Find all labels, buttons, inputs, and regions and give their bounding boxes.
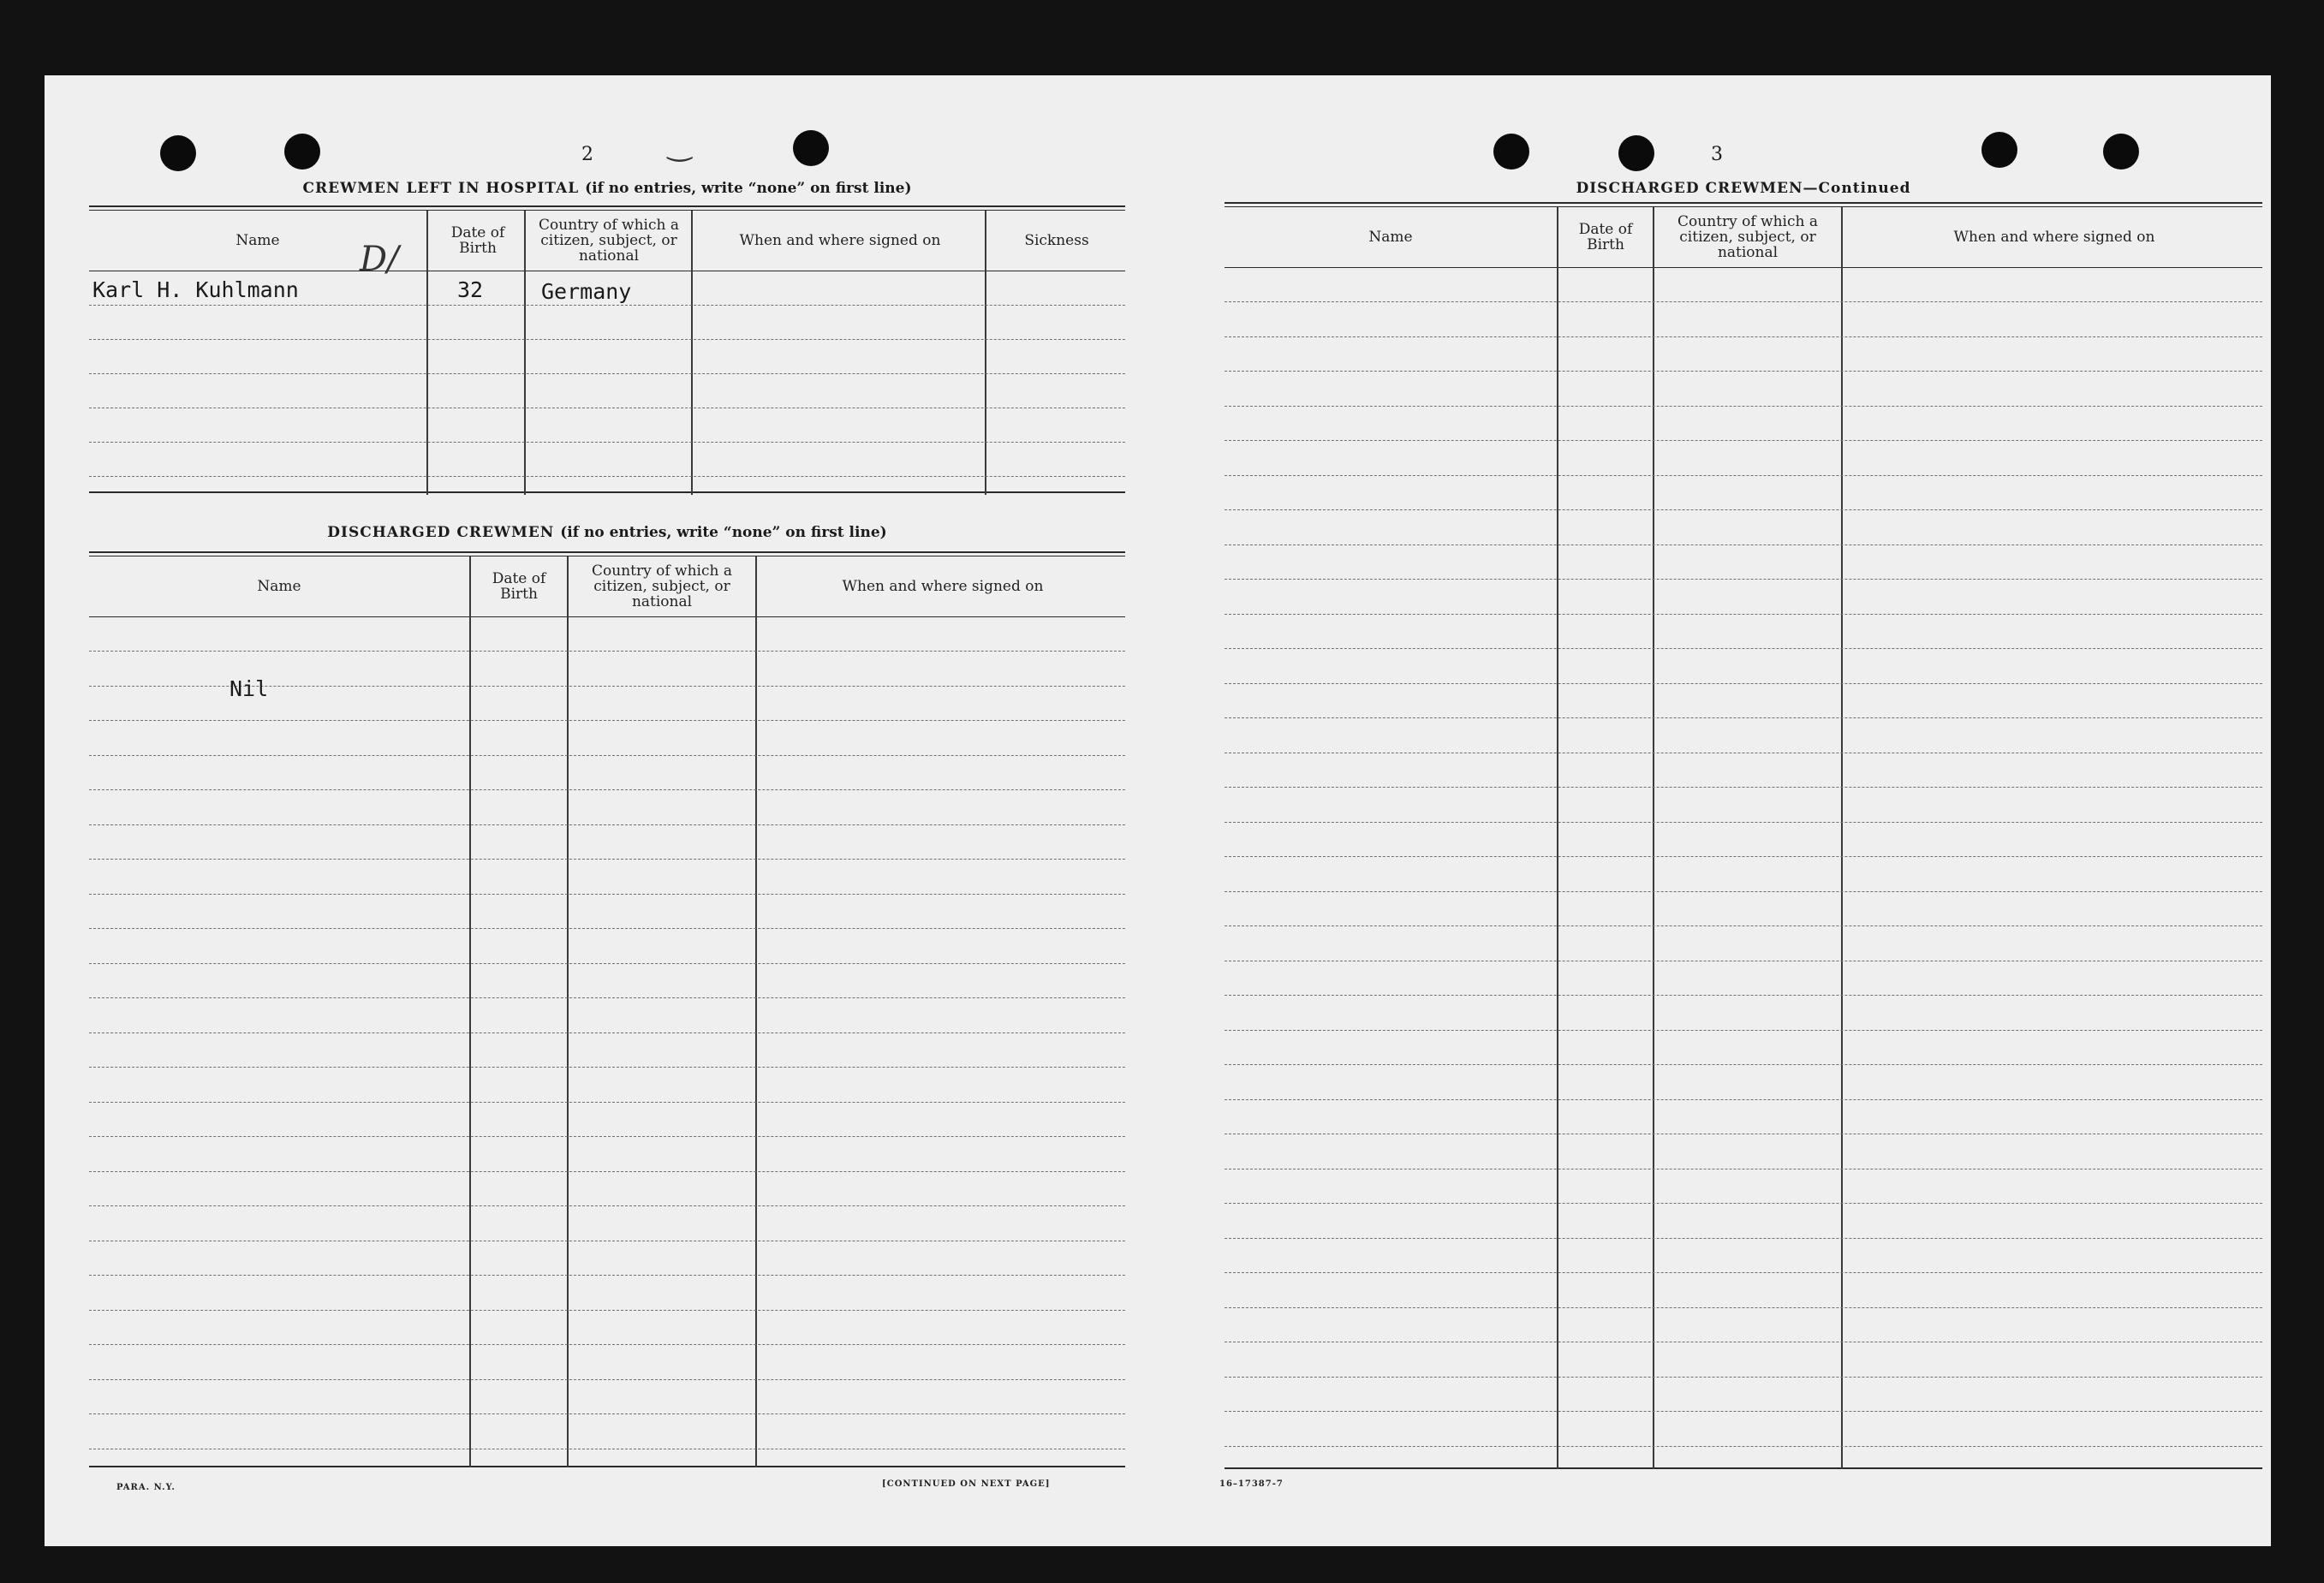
- table-row: [89, 755, 1125, 756]
- discharged-continued-title: DISCHARGED CREWMEN—Continued: [1576, 180, 1911, 197]
- table-row: [89, 1136, 1125, 1137]
- footer-printer-mark: PARA. N.Y.: [116, 1483, 176, 1492]
- table-row: [1225, 614, 2262, 615]
- table-row: [89, 1379, 1125, 1380]
- table-row: [89, 1102, 1125, 1103]
- punch-hole: [2103, 134, 2139, 170]
- table-row: [89, 305, 1125, 306]
- handwritten-mark: D/: [360, 240, 399, 279]
- table-row: [89, 442, 1125, 443]
- column-header-country: Country of which a citizen, subject, or national: [592, 562, 732, 610]
- table-row: [1225, 1411, 2262, 1412]
- hospital-table: [89, 205, 1125, 568]
- punch-hole: [793, 130, 829, 166]
- table-row: [89, 1413, 1125, 1414]
- table-row: [1225, 440, 2262, 441]
- table-row: [1225, 1064, 2262, 1065]
- table-row: [89, 1171, 1125, 1172]
- table-row: [89, 476, 1125, 477]
- column-header-name: Name: [235, 232, 280, 249]
- crewman-country: Germany: [541, 279, 632, 304]
- page-number-right: 3: [1711, 144, 1723, 165]
- table-row: [1225, 509, 2262, 510]
- table-row: [1225, 301, 2262, 302]
- discharged-title: DISCHARGED CREWMEN: [327, 524, 555, 541]
- column-header-country: Country of which a citizen, subject, or national: [539, 217, 679, 265]
- table-row: [89, 997, 1125, 998]
- table-row: [1225, 891, 2262, 892]
- table-row: [89, 928, 1125, 929]
- table-row: [1225, 925, 2262, 926]
- table-row: [1225, 717, 2262, 718]
- table-row: [89, 651, 1125, 652]
- table-row: [89, 1344, 1125, 1345]
- crewman-name: Karl H. Kuhlmann: [92, 277, 299, 302]
- punch-hole: [160, 135, 196, 171]
- table-row: [1225, 1099, 2262, 1100]
- column-header-country: Country of which a citizen, subject, or national: [1677, 213, 1818, 261]
- table-row: [89, 963, 1125, 964]
- page-number-left: 2: [581, 144, 593, 165]
- column-header-signed-on: When and where signed on: [842, 578, 1044, 595]
- table-row: [89, 339, 1125, 340]
- table-row: [89, 859, 1125, 860]
- table-row: [89, 824, 1125, 825]
- column-header-date-of-birth: Date of Birth: [492, 570, 546, 603]
- table-row: [1225, 1446, 2262, 1447]
- table-row: [1225, 336, 2262, 337]
- punch-hole: [1618, 135, 1654, 171]
- table-row: [1225, 1203, 2262, 1204]
- table-row: [89, 1067, 1125, 1068]
- table-row: [1225, 1377, 2262, 1378]
- table-row: [1225, 995, 2262, 996]
- punch-hole: [284, 134, 320, 170]
- table-row: [1225, 787, 2262, 788]
- table-row: [89, 720, 1125, 721]
- footer-form-number: 16–17387-7: [1219, 1479, 1284, 1489]
- column-header-name: Name: [257, 578, 301, 595]
- table-row: [1225, 406, 2262, 407]
- discharged-table: [89, 551, 1125, 1467]
- table-row: [1225, 371, 2262, 372]
- table-row: [1225, 1238, 2262, 1239]
- discharged-entry: Nil: [229, 676, 269, 701]
- punch-hole: [1981, 132, 2017, 168]
- table-row: [1225, 822, 2262, 823]
- discharged-section-title: [89, 524, 1125, 541]
- table-row: [89, 1205, 1125, 1206]
- discharged-note: (if no entries, write “none” on first line): [560, 524, 887, 541]
- table-row: [1225, 683, 2262, 684]
- table-row: [1225, 475, 2262, 476]
- table-row: [1225, 856, 2262, 857]
- column-header-date-of-birth: Date of Birth: [1578, 221, 1633, 253]
- hospital-title: CREWMEN LEFT IN HOSPITAL: [302, 180, 580, 197]
- table-row: [1225, 1030, 2262, 1031]
- table-row: [89, 894, 1125, 895]
- column-header-date-of-birth: Date of Birth: [450, 224, 505, 257]
- footer-continued-note: [CONTINUED ON NEXT PAGE]: [882, 1479, 1051, 1489]
- table-row: [1225, 648, 2262, 649]
- table-row: [89, 1275, 1125, 1276]
- hospital-note: (if no entries, write “none” on first line): [585, 180, 912, 197]
- table-row: [1225, 1272, 2262, 1273]
- table-row: [89, 373, 1125, 374]
- table-row: [1225, 1307, 2262, 1308]
- column-header-name: Name: [1368, 229, 1413, 246]
- table-row: [89, 1310, 1125, 1311]
- crewman-date-of-birth: 32: [457, 277, 484, 302]
- punch-hole: [1493, 134, 1529, 170]
- column-header-signed-on: When and where signed on: [1953, 229, 2155, 246]
- hospital-section-title: [89, 180, 1125, 197]
- discharged-continued-table: [1225, 202, 2262, 1469]
- ink-smudge: ‿: [668, 128, 692, 163]
- table-row: [1225, 579, 2262, 580]
- document-sheet: [45, 75, 2271, 1546]
- column-header-sickness: Sickness: [1024, 232, 1089, 249]
- column-header-signed-on: When and where signed on: [739, 232, 941, 249]
- table-row: [89, 789, 1125, 790]
